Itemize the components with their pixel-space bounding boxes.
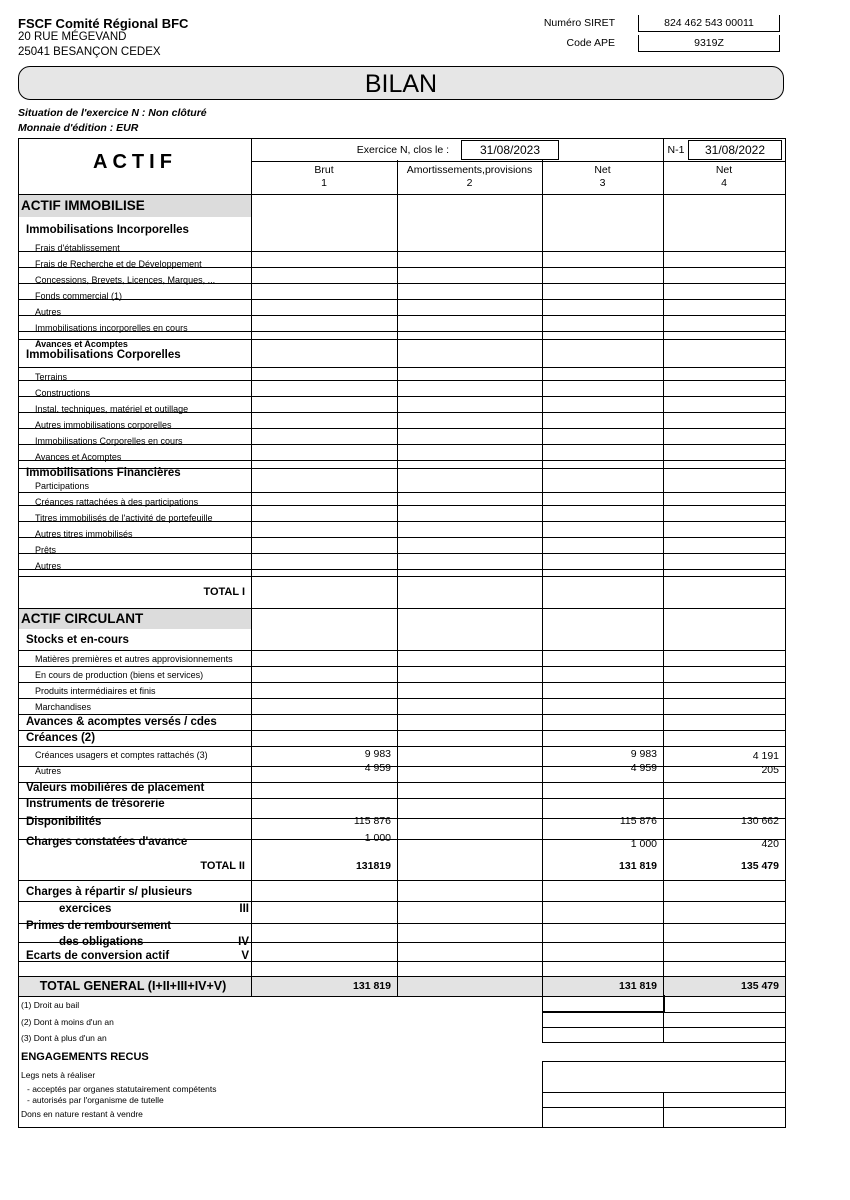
terrains: Terrains (35, 372, 68, 382)
autres-creances-n1: 205 (761, 764, 779, 776)
footer-notes (18, 995, 786, 1128)
autres-creances: Autres (35, 766, 62, 776)
bilan-actif-table (18, 138, 786, 997)
autorises-label: - autorisés par l'organisme de tutelle (27, 1095, 164, 1105)
creances-usagers-net: 9 983 (630, 748, 657, 760)
autres-incorporelles: Autres (35, 307, 62, 317)
participations: Participations (35, 481, 90, 491)
creances-usagers-n1: 4 191 (752, 750, 779, 762)
disponibilites: Disponibilités (26, 816, 102, 828)
avances-acomptes-corporelles: Avances et Acomptes (35, 452, 122, 462)
immo-financieres-heading: Immobilisations Financières (26, 467, 181, 479)
total-ii-label: TOTAL II (200, 860, 245, 872)
col-net: Net (594, 164, 611, 176)
col-net-n1: Net (715, 164, 733, 176)
total-ii-brut: 131819 (355, 860, 391, 872)
autres-creances-brut: 4 959 (364, 762, 391, 774)
total-general-n1: 135 479 (741, 980, 779, 992)
col-net-num: 3 (599, 177, 606, 189)
fonds-commercial: Fonds commercial (1) (35, 291, 123, 301)
frais-etablissement: Frais d'établissement (35, 243, 120, 253)
col-amortissements-num: 2 (466, 177, 473, 189)
col-amortissements: Amortissements,provisions (406, 164, 533, 176)
autres-financieres: Autres (35, 561, 62, 571)
charges-a-repartir-exercices: exercices (59, 903, 112, 915)
marchandises: Marchandises (35, 702, 92, 712)
avances-acomptes-verses: Avances & acomptes versés / cdes (26, 716, 217, 728)
dons-label: Dons en nature restant à vendre (21, 1109, 143, 1119)
address-line-1: 20 RUE MÉGEVAND (18, 31, 127, 43)
total-general-net: 131 819 (619, 980, 657, 992)
autres-titres-immobilises: Autres titres immobilisés (35, 529, 133, 539)
autres-creances-net: 4 959 (630, 762, 657, 774)
primes-obligations: des obligations (59, 936, 144, 948)
titres-portefeuille: Titres immobilisés de l'activité de portefeuille (35, 513, 213, 523)
frais-recherche-developpement: Frais de Recherche et de Développement (35, 259, 202, 269)
charges-constatees-brut: 1 000 (364, 832, 391, 844)
valeurs-mobilieres: Valeurs mobilières de placement (26, 782, 205, 794)
siret-label: Numéro SIRET (543, 17, 615, 29)
n1-label: N-1 (667, 144, 685, 156)
total-general-label: TOTAL GENERAL (I+II+III+IV+V) (39, 979, 227, 993)
en-cours-production: En cours de production (biens et services) (35, 670, 204, 680)
concessions-brevets: Concessions, Brevets, Licences, Marques, ... (35, 275, 216, 285)
primes-remboursement: Primes de remboursement (26, 920, 172, 932)
exercice-label: Exercice N, clos le : (356, 144, 449, 156)
disponibilites-net: 115 876 (619, 815, 657, 827)
charges-constatees-n1: 420 (761, 838, 779, 850)
col-brut-num: 1 (321, 177, 327, 189)
exercice-date: 31/08/2023 (461, 140, 559, 160)
installations-techniques: Instal. techniques, matériel et outillage (35, 404, 189, 414)
charges-constatees-net: 1 000 (630, 838, 657, 850)
produits-intermediaires: Produits intermédiaires et finis (35, 686, 156, 696)
engagements-recus-heading: ENGAGEMENTS RECUS (21, 1051, 149, 1063)
avances-acomptes-incorporelles: Avances et Acomptes (35, 339, 128, 349)
monnaie-edition: Monnaie d'édition : EUR (18, 122, 139, 134)
matieres-premieres: Matières premières et autres approvisionnements (35, 654, 233, 664)
total-i-label: TOTAL I (203, 586, 245, 598)
note-plus-un-an: (3) Dont à plus d'un an (21, 1033, 107, 1043)
acceptes-label: - acceptés par organes statutairement compétents (27, 1084, 217, 1094)
creances-participations: Créances rattachées à des participations (35, 497, 199, 507)
page-title: BILAN (18, 66, 784, 100)
total-general-brut: 131 819 (353, 980, 391, 992)
roman-iv: IV (238, 936, 249, 948)
address-line-2: 25041 BESANÇON CEDEX (18, 46, 161, 58)
roman-v: V (241, 950, 249, 962)
ecarts-conversion: Ecarts de conversion actif (26, 950, 170, 962)
section-actif-circulant: ACTIF CIRCULANT (19, 609, 251, 629)
total-ii-net: 131 819 (619, 860, 657, 872)
ape-value: 9319Z (638, 35, 780, 52)
immo-corporelles-heading: Immobilisations Corporelles (26, 349, 181, 361)
section-actif-immobilise: ACTIF IMMOBILISE (19, 195, 251, 217)
note-droit-bail: (1) Droit au bail (21, 1000, 80, 1010)
charges-constatees-avance: Charges constatées d'avance (26, 836, 188, 848)
disponibilites-n1: 130 662 (741, 815, 779, 827)
situation-exercice: Situation de l'exercice N : Non clôturé (18, 107, 207, 119)
creances-usagers-brut: 9 983 (364, 748, 391, 760)
instruments-tresorerie: Instruments de trésorerie (26, 798, 165, 810)
charges-a-repartir: Charges à répartir s/ plusieurs (26, 886, 193, 898)
actif-heading: ACTIF (93, 151, 177, 173)
disponibilites-brut: 115 876 (353, 815, 391, 827)
organization-name: FSCF Comité Régional BFC (18, 16, 189, 31)
col-brut: Brut (314, 164, 334, 176)
creances-usagers: Créances usagers et comptes rattachés (3) (35, 750, 208, 760)
col-net-n1-num: 4 (721, 177, 727, 189)
total-ii-n1: 135 479 (741, 860, 779, 872)
stocks-heading: Stocks et en-cours (26, 634, 129, 646)
creances-heading: Créances (2) (26, 732, 96, 744)
ape-label: Code APE (566, 37, 615, 49)
immo-incorporelles-en-cours: Immobilisations incorporelles en cours (35, 323, 188, 333)
constructions: Constructions (35, 388, 91, 398)
roman-iii: III (239, 903, 249, 915)
note-moins-un-an: (2) Dont à moins d'un an (21, 1017, 114, 1027)
prets: Prêts (35, 545, 57, 555)
n1-date: 31/08/2022 (688, 140, 782, 160)
immo-corporelles-en-cours: Immobilisations Corporelles en cours (35, 436, 183, 446)
autres-immo-corporelles: Autres immobilisations corporelles (35, 420, 172, 430)
legs-label: Legs nets à réaliser (21, 1070, 96, 1080)
siret-value: 824 462 543 00011 (638, 15, 780, 32)
immo-incorporelles-heading: Immobilisations Incorporelles (26, 224, 189, 236)
